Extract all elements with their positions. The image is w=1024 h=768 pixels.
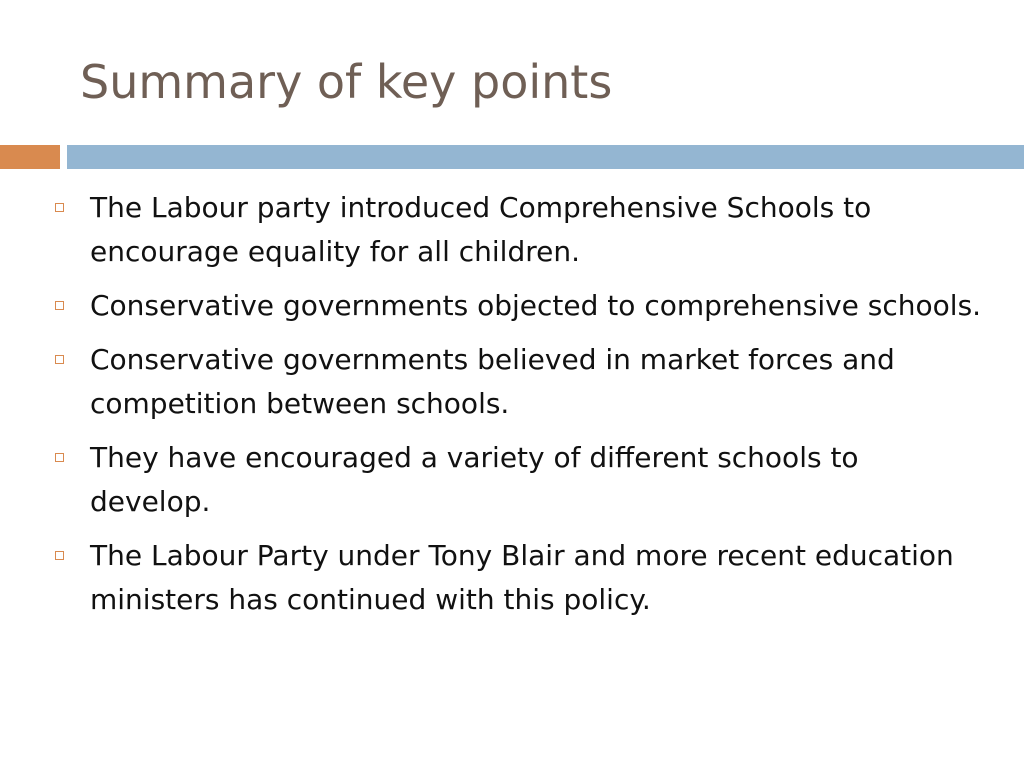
bullet-item <box>55 284 985 328</box>
title-accent-bar-blue <box>67 145 1024 169</box>
bullet-list <box>55 186 985 632</box>
title-accent-bar-orange <box>0 145 60 169</box>
bullet-text: The Labour party introduced Comprehensive Schools to encourage equality for all children. <box>90 191 872 268</box>
bullet-item <box>55 436 985 524</box>
bullet-item <box>55 186 985 274</box>
bullet-text: They have encouraged a variety of different schools to develop. <box>90 441 859 518</box>
bullet-text: Conservative governments objected to comprehensive schools. <box>90 289 982 322</box>
square-bullet-icon <box>55 551 64 560</box>
bullet-item <box>55 534 985 622</box>
bullet-item <box>55 338 985 426</box>
slide-title: Summary of key points <box>80 55 613 109</box>
square-bullet-icon <box>55 203 64 212</box>
bullet-text: Conservative governments believed in market forces and competition between schools. <box>90 343 895 420</box>
square-bullet-icon <box>55 301 64 310</box>
square-bullet-icon <box>55 453 64 462</box>
bullet-text: The Labour Party under Tony Blair and more recent education ministers has continued with this policy. <box>90 539 954 616</box>
square-bullet-icon <box>55 355 64 364</box>
